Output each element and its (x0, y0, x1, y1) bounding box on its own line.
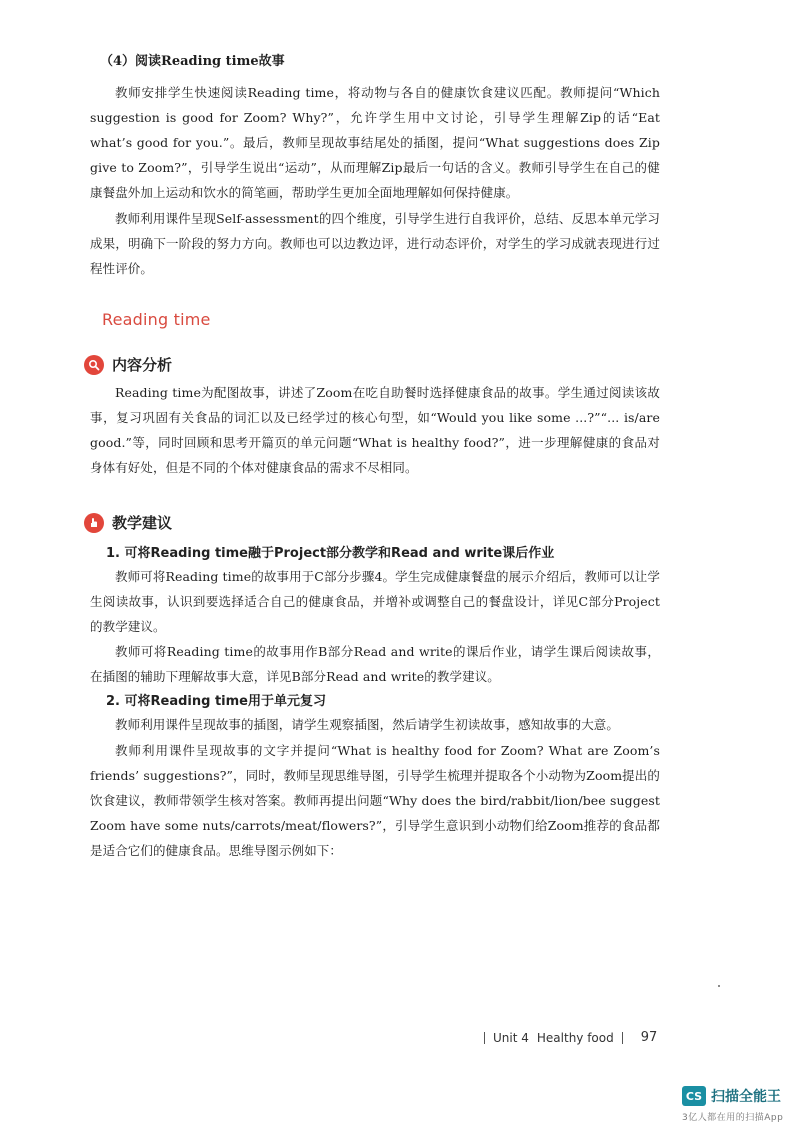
scan-speck (718, 985, 720, 987)
suggestion-1-title: 1. 可将Reading time融于Project部分教学和Read and write课后作业 (106, 546, 555, 561)
page-footer (484, 1030, 657, 1045)
teaching-suggestions-title: 教学建议 (112, 514, 173, 532)
content-analysis-heading (84, 354, 172, 375)
scanner-watermark (682, 1086, 781, 1106)
section-title-reading-time: Reading time (102, 310, 211, 329)
scanner-name: 扫描全能王 (711, 1089, 781, 1105)
footer-divider (484, 1032, 485, 1044)
footer-unit: Unit 4 (493, 1030, 529, 1045)
content-analysis-title: 内容分析 (112, 356, 173, 374)
suggestion-1-paragraph-2: 教师可将Reading time的故事用作B部分Read and write的课后作业，请学生课后阅读故事，在插图的辅助下理解故事大意，详见B部分Read and write的教学建议。 (90, 644, 660, 684)
footer-unit-title: Healthy food (536, 1030, 614, 1045)
footer-divider (622, 1032, 623, 1044)
reading-step-heading: （4）阅读Reading time故事 (100, 54, 285, 69)
hand-pointer-icon (84, 513, 104, 533)
scanner-tagline: 3亿人都在用的扫描App (682, 1113, 784, 1123)
reading-step-paragraph-1: 教师安排学生快速阅读Reading time，将动物与各自的健康饮食建议匹配。教师提问“Which suggestion is good for Zoom? Why?”，允许学生用中文讨论，引导学生理解Zip的话“Eat what’s good for you.”。最后，教师呈现故事结尾处的插图，提问“What suggestions does Zip give to Zoom?”，引导学生说出“运动”，从而理解Zip最后一句话的含义。教师引导学生在自己的健康餐盘外加上运动和饮水的简笔画，帮助学生更加全面地理解如何保持健康。 (90, 85, 660, 200)
content-analysis-paragraph: Reading time为配图故事，讲述了Zoom在吃自助餐时选择健康食品的故事。学生通过阅读该故事，复习巩固有关食品的词汇以及已经学过的核心句型，如“Would you like some ...?”“... is/are good.”等，同时回顾和思考开篇页的单元问题“What is healthy food?”，进一步理解健康的食品对身体有好处，但是不同的个体对健康食品的需求不尽相同。 (90, 385, 660, 475)
teaching-suggestions-heading (84, 512, 172, 533)
suggestion-2-paragraph-1: 教师利用课件呈现故事的插图，请学生观察插图，然后请学生初读故事，感知故事的大意。 (115, 717, 620, 732)
page-number: 97 (640, 1030, 658, 1045)
search-icon (84, 355, 104, 375)
suggestion-2-paragraph-2: 教师利用课件呈现故事的文字并提问“What is healthy food for Zoom? What are Zoom’s friends’ suggestions?”，同时，教师呈现思维导图，引导学生梳理并提取各个小动物为Zoom提出的饮食建议，教师带领学生核对答案。教师再提出问题“Why does the bird/rabbit/lion/bee suggest Zoom have some nuts/carrots/meat/flowers?”，引导学生意识到小动物们给Zoom推荐的食品都是适合它们的健康食品。思维导图示例如下： (90, 743, 660, 858)
suggestion-2-title: 2. 可将Reading time用于单元复习 (106, 694, 326, 709)
reading-step-paragraph-2: 教师利用课件呈现Self-assessment的四个维度，引导学生进行自我评价，总结、反思本单元学习成果，明确下一阶段的努力方向。教师也可以边教边评，进行动态评价，对学生的学习成就表现进行过程性评价。 (90, 211, 660, 276)
suggestion-1-paragraph-1: 教师可将Reading time的故事用于C部分步骤4。学生完成健康餐盘的展示介绍后，教师可以让学生阅读故事，认识到要选择适合自己的健康食品，并增补或调整自己的餐盘设计，详见C部分Project的教学建议。 (90, 569, 660, 634)
scanner-logo-icon: CS (682, 1086, 706, 1106)
